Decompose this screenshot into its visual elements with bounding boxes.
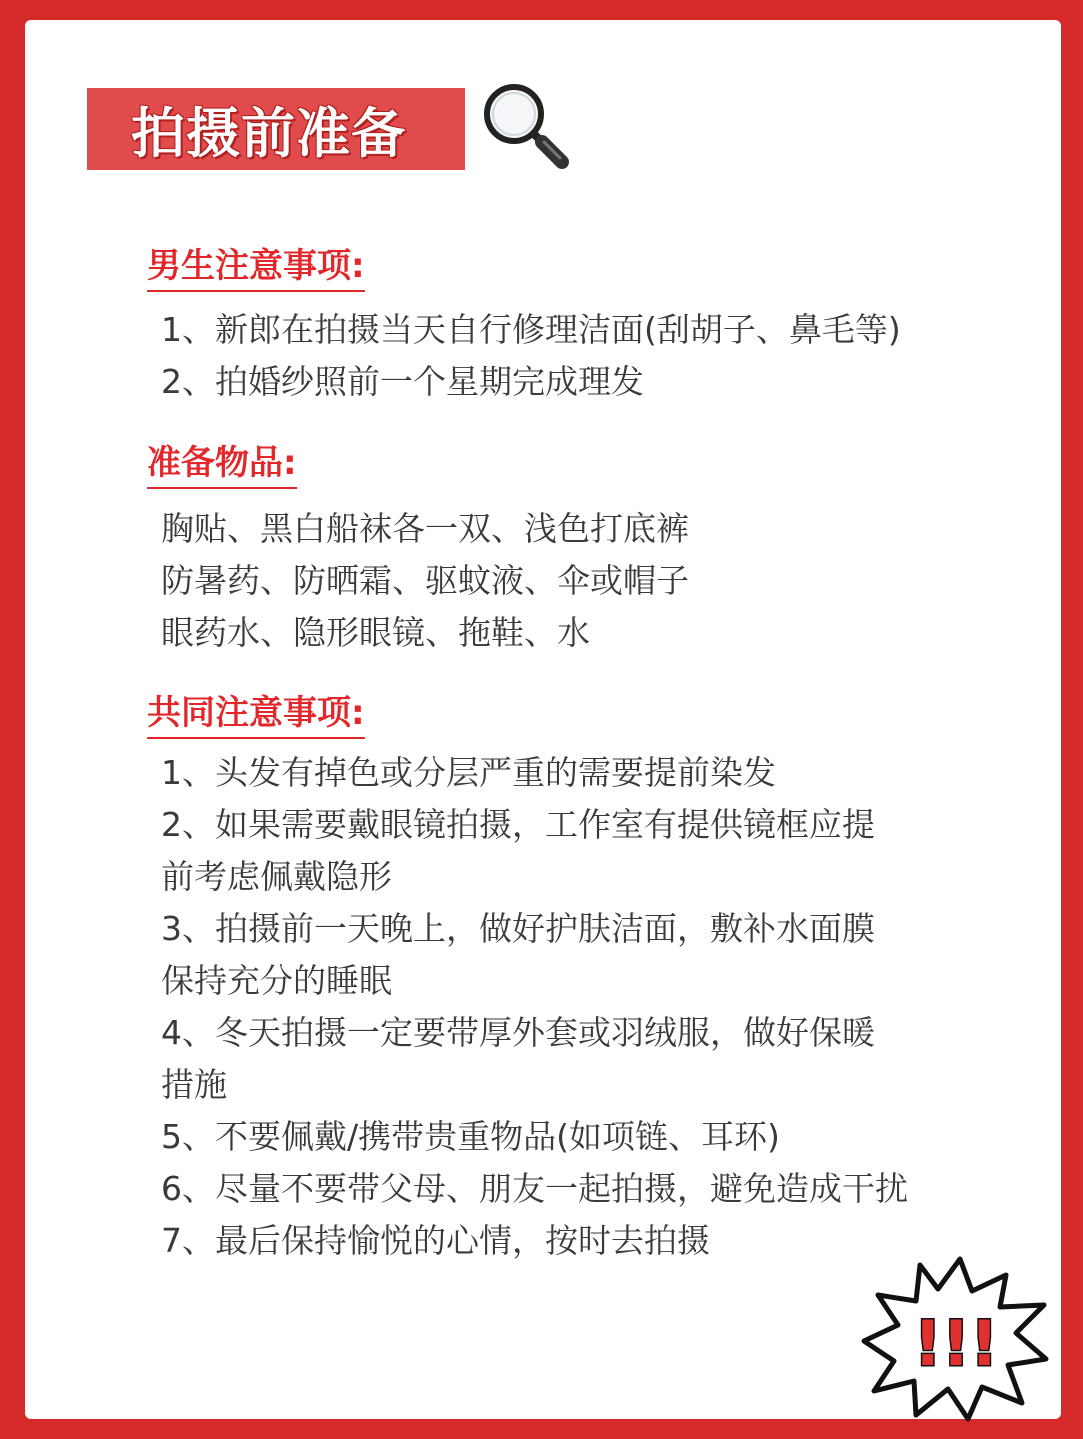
content-card [25,20,1061,1419]
list-item: 7、最后保持愉悦的心情，按时去拍摄 [161,1221,710,1260]
section-heading-items: 准备物品: [147,435,297,489]
list-item: 防暑药、防晒霜、驱蚊液、伞或帽子 [161,561,689,600]
list-item: 前考虑佩戴隐形 [161,857,392,896]
items-to-prepare-list [161,503,689,659]
list-item: 6、尽量不要带父母、朋友一起拍摄，避免造成干扰 [161,1169,908,1208]
magnifier-icon [480,80,572,172]
list-item: 5、不要佩戴/携带贵重物品(如项链、耳环) [161,1117,780,1156]
title-banner [87,88,465,170]
list-item: 3、拍摄前一天晚上，做好护肤洁面，敷补水面膜 [161,909,875,948]
list-item: 1、新郎在拍摄当天自行修理洁面(刮胡子、鼻毛等) [161,310,901,349]
page-title: 拍摄前准备 [131,101,406,165]
section-heading-common: 共同注意事项: [147,685,365,739]
list-item: 4、冬天拍摄一定要带厚外套或羽绒服，做好保暖 [161,1013,875,1052]
list-item: 胸贴、黑白船袜各一双、浅色打底裤 [161,509,689,548]
badge-text: !!! [913,1307,999,1380]
list-item: 眼药水、隐形眼镜、拖鞋、水 [161,613,590,652]
list-item: 保持充分的睡眠 [161,961,392,1000]
list-item: 1、头发有掉色或分层严重的需要提前染发 [161,753,776,792]
list-item: 措施 [161,1065,227,1104]
groom-notes-list [161,304,901,408]
list-item: 2、拍婚纱照前一个星期完成理发 [161,362,644,401]
exclamation-burst-icon [860,1255,1050,1423]
list-item: 2、如果需要戴眼镜拍摄，工作室有提供镜框应提 [161,805,875,844]
common-notes-list [161,747,908,1267]
section-heading-groom: 男生注意事项: [147,238,365,292]
